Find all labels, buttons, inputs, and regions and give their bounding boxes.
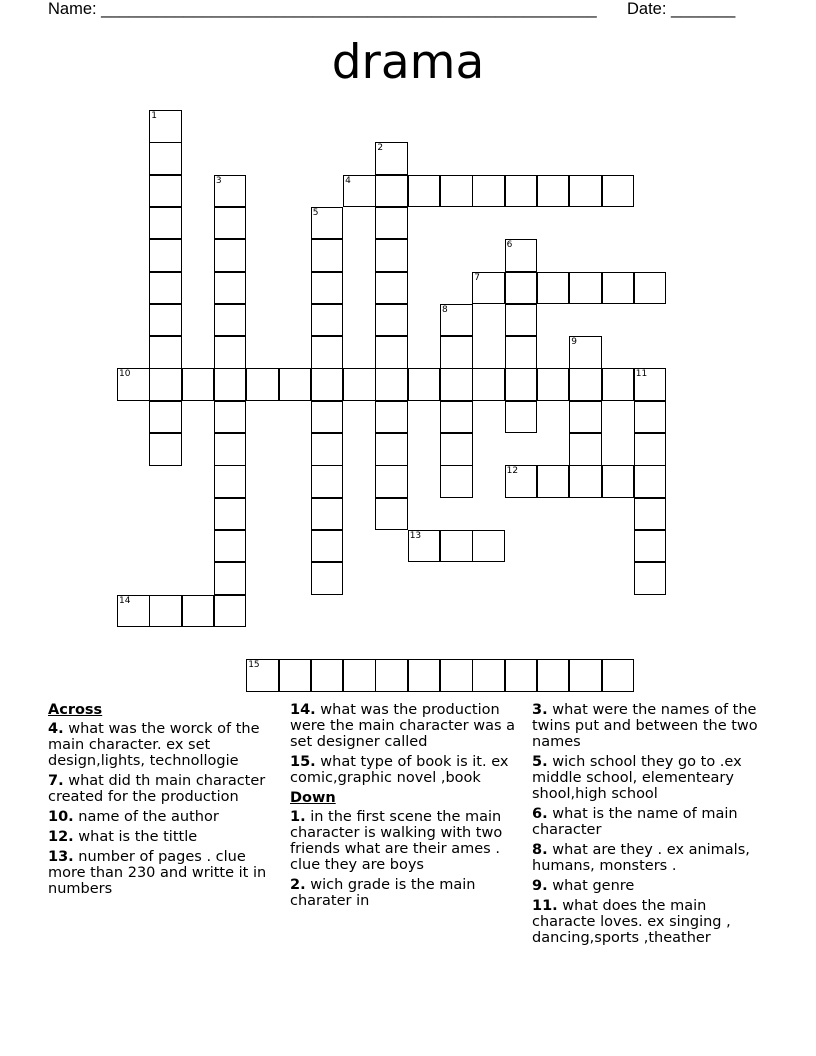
grid-cell[interactable] bbox=[505, 175, 538, 208]
grid-cell[interactable] bbox=[311, 659, 344, 692]
grid-cell[interactable] bbox=[569, 175, 602, 208]
grid-cell[interactable] bbox=[343, 368, 376, 401]
grid-cell[interactable] bbox=[537, 175, 570, 208]
across-clue: 13. number of pages . clue more than 230 and writte it in numbers bbox=[48, 849, 267, 897]
grid-cell[interactable] bbox=[311, 336, 344, 369]
grid-cell[interactable] bbox=[634, 401, 667, 434]
grid-cell[interactable] bbox=[602, 175, 635, 208]
grid-cell[interactable] bbox=[505, 659, 538, 692]
grid-cell[interactable] bbox=[214, 304, 247, 337]
clues-column-1 bbox=[48, 702, 284, 901]
grid-cell[interactable] bbox=[311, 530, 344, 563]
across-clue: 14. what was the production were the main character was a set designer called bbox=[290, 702, 516, 750]
grid-cell[interactable] bbox=[375, 304, 408, 337]
grid-cell[interactable] bbox=[472, 530, 505, 563]
grid-cell[interactable] bbox=[408, 659, 441, 692]
clue-number: 7 bbox=[474, 272, 481, 283]
down-clue: 11. what does the main characte loves. ex singing , dancing,sports ,theather bbox=[532, 898, 731, 946]
grid-cell[interactable] bbox=[634, 433, 667, 466]
grid-cell[interactable] bbox=[149, 272, 182, 305]
grid-cell[interactable] bbox=[149, 336, 182, 369]
across-clue: 15. what type of book is it. ex comic,graphic novel ,book bbox=[290, 754, 509, 786]
grid-cell[interactable] bbox=[311, 498, 344, 531]
clue-number: 1 bbox=[151, 111, 158, 121]
grid-cell[interactable] bbox=[149, 368, 182, 401]
grid-cell[interactable] bbox=[279, 659, 312, 692]
grid-cell[interactable] bbox=[343, 659, 376, 692]
across-clue: 12. what is the tittle bbox=[48, 829, 198, 845]
grid-cell[interactable] bbox=[311, 562, 344, 595]
down-clue: 9. what genre bbox=[532, 878, 635, 894]
grid-cell[interactable] bbox=[569, 368, 602, 401]
grid-cell[interactable] bbox=[408, 175, 441, 208]
clue-number: 4 bbox=[345, 175, 351, 186]
grid-cell[interactable] bbox=[440, 401, 473, 434]
clue-number: 13 bbox=[409, 530, 422, 541]
grid-cell[interactable] bbox=[214, 207, 247, 240]
grid-cell[interactable] bbox=[214, 562, 247, 595]
grid-cell[interactable] bbox=[246, 368, 279, 401]
down-clue: 6. what is the name of main character bbox=[532, 806, 738, 838]
down-heading: Down bbox=[290, 790, 336, 806]
grid-cell[interactable] bbox=[311, 433, 344, 466]
page-title: drama bbox=[331, 35, 485, 90]
grid-cell[interactable] bbox=[214, 498, 247, 531]
across-clue: 4. what was the worck of the main character. ex set design,lights, technollogie bbox=[48, 721, 260, 769]
clue-number: 11 bbox=[635, 369, 648, 380]
grid-cell[interactable] bbox=[279, 368, 312, 401]
clue-number: 10 bbox=[119, 369, 131, 380]
grid-cell[interactable] bbox=[440, 368, 473, 401]
grid-cell[interactable] bbox=[149, 142, 182, 175]
grid-cell[interactable] bbox=[634, 530, 667, 563]
grid-cell[interactable] bbox=[602, 272, 635, 305]
clue-number: 8 bbox=[442, 304, 448, 315]
grid-cell[interactable] bbox=[149, 175, 182, 208]
grid-cell[interactable] bbox=[149, 401, 182, 434]
grid-cell[interactable] bbox=[505, 368, 538, 401]
grid-cell[interactable] bbox=[408, 368, 441, 401]
grid-cell[interactable] bbox=[311, 401, 344, 434]
down-clue: 5. wich school they go to .ex middle school, elementeary shool,high school bbox=[532, 754, 742, 802]
grid-cell[interactable] bbox=[182, 595, 215, 628]
grid-cell[interactable] bbox=[505, 401, 538, 434]
name-field-label: Name: ______________________________________________________ bbox=[48, 0, 597, 18]
clue-number: 3 bbox=[215, 175, 222, 186]
clues-column-2 bbox=[290, 702, 526, 913]
clue-number: 6 bbox=[506, 240, 513, 251]
grid-cell[interactable] bbox=[602, 659, 635, 692]
clue-number: 2 bbox=[377, 143, 384, 154]
clue-number: 14 bbox=[119, 595, 131, 606]
grid-cell[interactable] bbox=[214, 368, 247, 401]
clue-number: 5 bbox=[312, 207, 319, 218]
grid-cell[interactable] bbox=[375, 659, 408, 692]
grid-cell[interactable] bbox=[311, 368, 344, 401]
clue-number: 12 bbox=[506, 466, 519, 477]
date-field-label: Date: _______ bbox=[627, 0, 736, 18]
grid-cell[interactable] bbox=[149, 207, 182, 240]
grid-cell[interactable] bbox=[472, 175, 505, 208]
grid-cell[interactable] bbox=[569, 272, 602, 305]
grid-cell[interactable] bbox=[375, 498, 408, 531]
grid-cell[interactable] bbox=[440, 175, 473, 208]
grid-cell[interactable] bbox=[375, 401, 408, 434]
grid-cell[interactable] bbox=[634, 465, 667, 498]
grid-cell[interactable] bbox=[149, 304, 182, 337]
grid-cell[interactable] bbox=[505, 304, 538, 337]
grid-cell[interactable] bbox=[440, 336, 473, 369]
grid-cell[interactable] bbox=[440, 530, 473, 563]
grid-cell[interactable] bbox=[214, 239, 247, 272]
clue-number: 9 bbox=[571, 337, 577, 348]
grid-cell[interactable] bbox=[505, 336, 538, 369]
grid-cell[interactable] bbox=[634, 272, 667, 305]
grid-cell[interactable] bbox=[537, 368, 570, 401]
grid-cell[interactable] bbox=[214, 530, 247, 563]
across-heading: Across bbox=[48, 702, 103, 718]
grid-cell[interactable] bbox=[537, 272, 570, 305]
grid-cell[interactable] bbox=[472, 368, 505, 401]
grid-cell[interactable] bbox=[149, 239, 182, 272]
grid-cell[interactable] bbox=[537, 465, 570, 498]
grid-cell[interactable] bbox=[149, 595, 182, 628]
grid-cell[interactable] bbox=[569, 433, 602, 466]
clue-number: 15 bbox=[248, 660, 260, 671]
grid-cell[interactable] bbox=[537, 659, 570, 692]
grid-cell[interactable] bbox=[440, 433, 473, 466]
grid-cell[interactable] bbox=[311, 304, 344, 337]
grid-cell[interactable] bbox=[375, 175, 408, 208]
clues-column-3 bbox=[532, 702, 768, 950]
grid-cell[interactable] bbox=[214, 336, 247, 369]
down-clue: 2. wich grade is the main charater in bbox=[290, 877, 476, 909]
grid-cell[interactable] bbox=[149, 433, 182, 466]
grid-cell[interactable] bbox=[634, 562, 667, 595]
grid-cell[interactable] bbox=[311, 465, 344, 498]
grid-cell[interactable] bbox=[214, 595, 247, 628]
grid-cell[interactable] bbox=[569, 465, 602, 498]
down-clue: 8. what are they . ex animals, humans, monsters . bbox=[532, 842, 750, 874]
grid-cell[interactable] bbox=[311, 272, 344, 305]
down-clue: 3. what were the names of the twins put and between the two names bbox=[532, 702, 758, 750]
grid-cell[interactable] bbox=[375, 368, 408, 401]
grid-cell[interactable] bbox=[214, 465, 247, 498]
across-clue: 10. name of the author bbox=[48, 809, 219, 825]
grid-cell[interactable] bbox=[569, 401, 602, 434]
grid-cell[interactable] bbox=[375, 272, 408, 305]
grid-cell[interactable] bbox=[214, 272, 247, 305]
grid-cell[interactable] bbox=[375, 207, 408, 240]
across-clue: 7. what did th main character created for the production bbox=[48, 773, 266, 805]
grid-cell[interactable] bbox=[440, 465, 473, 498]
grid-cell[interactable] bbox=[375, 239, 408, 272]
grid-cell[interactable] bbox=[569, 659, 602, 692]
grid-cell[interactable] bbox=[602, 465, 635, 498]
grid-cell[interactable] bbox=[440, 659, 473, 692]
grid-cell[interactable] bbox=[182, 368, 215, 401]
grid-cell[interactable] bbox=[602, 368, 635, 401]
grid-cell[interactable] bbox=[505, 272, 538, 305]
grid-cell[interactable] bbox=[311, 239, 344, 272]
grid-cell[interactable] bbox=[472, 659, 505, 692]
down-clue: 1. in the first scene the main character is walking with two friends what are their ames . clue they are boys bbox=[290, 809, 503, 873]
grid-cell[interactable] bbox=[375, 465, 408, 498]
grid-cell[interactable] bbox=[214, 401, 247, 434]
grid-cell[interactable] bbox=[634, 498, 667, 531]
grid-cell[interactable] bbox=[375, 433, 408, 466]
grid-cell[interactable] bbox=[375, 336, 408, 369]
grid-cell[interactable] bbox=[214, 433, 247, 466]
